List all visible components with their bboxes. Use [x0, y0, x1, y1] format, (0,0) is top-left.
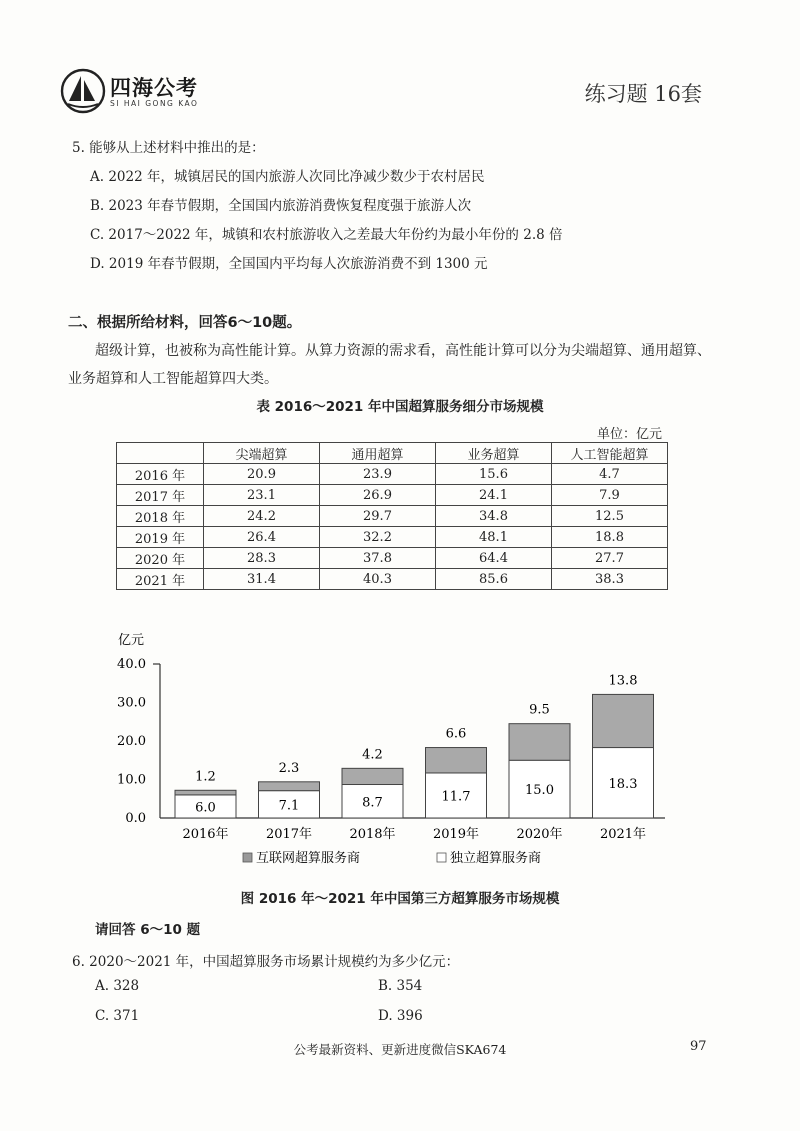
bar-value-label-internet: 4.2 [362, 747, 383, 763]
table-cell: 26.4 [204, 527, 320, 548]
figure-title: 图 2016 年～2021 年中国第三方超算服务市场规模 [240, 891, 560, 907]
bar-value-label-internet: 2.3 [278, 760, 300, 776]
table-cell: 48.1 [436, 527, 552, 548]
material-paragraph-line1: 超级计算，也被称为高性能计算。从算力资源的需求看，高性能计算可以分为尖端超算、通用超算、 [95, 343, 711, 359]
footer-text: 公考最新资料、更新进度微信SKA674 [293, 1042, 507, 1057]
table-cell: 37.8 [320, 548, 436, 569]
bar-value-label-internet: 1.2 [195, 769, 216, 785]
table-cell: 7.9 [552, 485, 668, 506]
legend-swatch-internet [243, 853, 252, 862]
table-cell: 18.8 [552, 527, 668, 548]
table-cell: 20.9 [204, 464, 320, 485]
table-row [117, 548, 668, 569]
table-cell: 24.1 [436, 485, 552, 506]
q5-option-a: A. 2022 年，城镇居民的国内旅游人次同比净减少数少于农村居民 [90, 169, 485, 185]
q6-option-c: C. 371 [95, 1008, 140, 1024]
x-tick-label: 2017年 [265, 827, 313, 842]
table-row [117, 464, 668, 485]
y-tick-label: 20.0 [117, 734, 146, 749]
bar-value-label-independent: 6.0 [195, 800, 216, 816]
y-axis-label: 亿元 [118, 633, 145, 648]
table-cell: 2016 年 [117, 464, 204, 485]
table-cell: 34.8 [436, 506, 552, 527]
legend-swatch-independent [437, 853, 446, 862]
bar-value-label-independent: 18.3 [608, 776, 638, 792]
table-cell: 2021 年 [117, 569, 204, 590]
q6-option-d: D. 396 [378, 1008, 423, 1024]
table-row [117, 485, 668, 506]
q6-stem: 6. 2020～2021 年，中国超算服务市场累计规模约为多少亿元： [72, 954, 460, 970]
table-cell: 2017 年 [117, 485, 204, 506]
set-title: 练习题 16套 [584, 82, 702, 106]
bar-segment-internet [593, 694, 654, 747]
bar-segment-internet [175, 790, 236, 795]
bar-segment-internet [342, 768, 403, 784]
brand-name: 四海公考 [110, 76, 198, 100]
page-number: 97 [690, 1039, 707, 1054]
y-tick-label: 0.0 [125, 811, 146, 826]
table-row [117, 506, 668, 527]
table-cell: 64.4 [436, 548, 552, 569]
bar-value-label-independent: 11.7 [441, 789, 471, 805]
legend-label-independent: 独立超算服务商 [450, 851, 542, 866]
table-cell: 24.2 [204, 506, 320, 527]
table-header-cell: 业务超算 [436, 443, 552, 464]
q5-option-b: B. 2023 年春节假期，全国国内旅游消费恢复程度强于旅游人次 [90, 198, 472, 214]
x-tick-label: 2021年 [599, 827, 647, 842]
y-tick-label: 30.0 [117, 695, 146, 711]
table-cell: 2020 年 [117, 548, 204, 569]
table-cell: 23.9 [320, 464, 436, 485]
table-header-cell: 人工智能超算 [552, 443, 668, 464]
y-tick-label: 10.0 [117, 772, 146, 788]
q6-option-b: B. 354 [378, 978, 423, 994]
x-tick-label: 2020年 [516, 827, 563, 842]
bar-value-label-independent: 8.7 [362, 795, 383, 811]
table-cell: 31.4 [204, 569, 320, 590]
bar-value-label-internet: 9.5 [529, 702, 550, 718]
brand-logo [60, 68, 220, 118]
bar-value-label-internet: 6.6 [445, 726, 467, 742]
table-cell: 32.2 [320, 527, 436, 548]
x-tick-label: 2019年 [432, 827, 480, 842]
section-title: 二、根据所给材料，回答6～10题。 [68, 315, 302, 331]
table-cell: 28.3 [204, 548, 320, 569]
table-cell: 85.6 [436, 569, 552, 590]
q6-option-a: A. 328 [95, 978, 140, 994]
q5-option-d: D. 2019 年春节假期，全国国内平均每人次旅游消费不到 1300 元 [90, 256, 488, 272]
bar-segment-internet [509, 724, 570, 761]
x-tick-label: 2018年 [349, 827, 396, 842]
bar-value-label-independent: 7.1 [278, 798, 300, 814]
table-row [117, 569, 668, 590]
table-cell: 15.6 [436, 464, 552, 485]
q5-stem: 5. 能够从上述材料中推出的是： [72, 140, 265, 156]
table-row [117, 527, 668, 548]
table-cell: 23.1 [204, 485, 320, 506]
table-cell: 12.5 [552, 506, 668, 527]
table-cell: 40.3 [320, 569, 436, 590]
answer-prompt: 请回答 6～10 题 [95, 922, 201, 938]
bar-segment-internet [426, 748, 487, 773]
table-header-row [117, 443, 668, 464]
q5-option-c: C. 2017～2022 年，城镇和农村旅游收入之差最大年份约为最小年份的 2.8 倍 [90, 227, 563, 243]
table-header-cell: 通用超算 [320, 443, 436, 464]
table-header-cell: 尖端超算 [204, 443, 320, 464]
market-size-table [116, 442, 668, 590]
table-cell: 27.7 [552, 548, 668, 569]
table-cell: 29.7 [320, 506, 436, 527]
bar-value-label-independent: 15.0 [525, 783, 554, 799]
table-header-cell [117, 443, 204, 464]
y-tick-label: 40.0 [117, 657, 146, 672]
bar-segment-internet [259, 782, 320, 791]
brand-subtitle: SI HAI GONG KAO [110, 99, 199, 108]
bar-value-label-internet: 13.8 [608, 673, 638, 689]
table-cell: 2019 年 [117, 527, 204, 548]
table-cell: 2018 年 [117, 506, 204, 527]
x-tick-label: 2016年 [182, 827, 229, 842]
table-title: 表 2016～2021 年中国超算服务细分市场规模 [256, 399, 544, 415]
material-paragraph-line2: 业务超算和人工智能超算四大类。 [68, 371, 278, 387]
table-cell: 4.7 [552, 464, 668, 485]
sailboat-logo-icon [60, 68, 106, 114]
legend-label-internet: 互联网超算服务商 [256, 851, 361, 866]
table-unit: 单位：亿元 [596, 427, 662, 442]
table-cell: 26.9 [320, 485, 436, 506]
table-cell: 38.3 [552, 569, 668, 590]
stacked-bar-chart [0, 620, 800, 880]
